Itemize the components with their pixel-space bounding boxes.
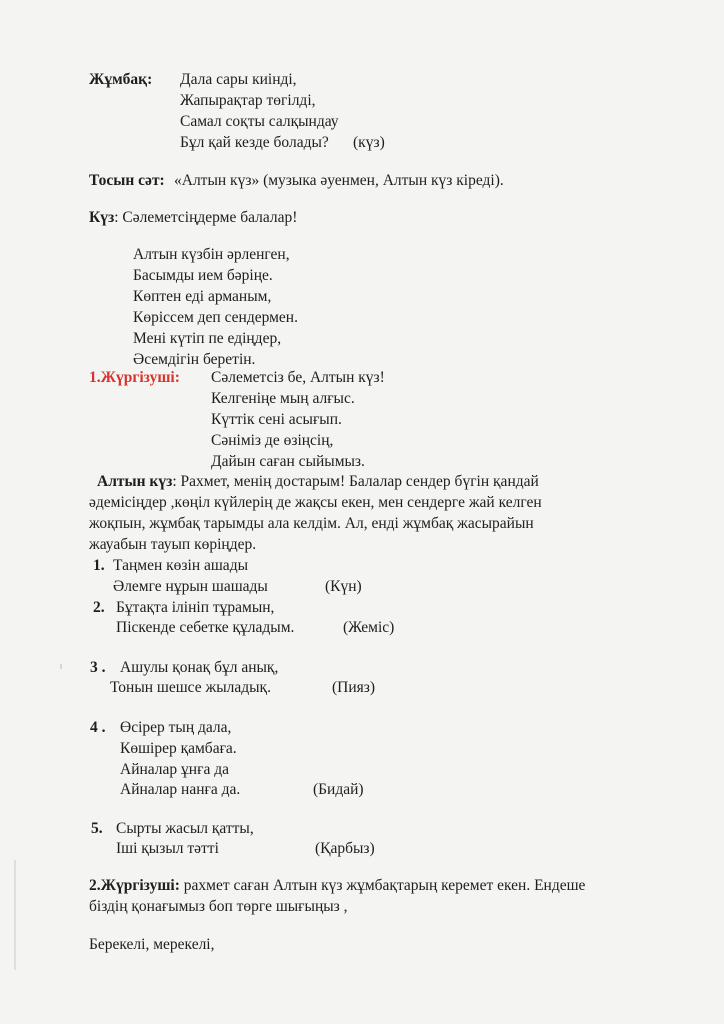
host2-line: біздің қонағымыз боп төрге шығыңыз , [89, 898, 348, 915]
riddle-answer: (Бидай) [313, 781, 364, 798]
scan-dot [60, 664, 62, 669]
riddle-number: 5. [91, 820, 103, 837]
host2-line: рахмет саған Алтын күз жұмбақтарың керемет екен. Ендеше [179, 877, 586, 894]
surprise-label: Тосын сәт: [89, 172, 165, 189]
riddle-line: Бұтақта ілініп тұрамын, [116, 599, 275, 616]
poem-line: Көріссем деп сендермен. [133, 309, 298, 326]
riddle-line: Көшірер қамбаға. [120, 740, 237, 757]
host1-line: Дайын саған сыйымыз. [211, 453, 365, 470]
riddle-line: Таңмен көзін ашады [113, 557, 248, 574]
riddle-line: Самал соқты салқындау [180, 113, 339, 130]
riddle-line: Тонын шешсе жыладық. [110, 679, 271, 696]
golden-autumn-line: : Рахмет, менің достарым! Балалар сендер бүгін қандай [172, 473, 539, 490]
riddle-line: Өсірер тың дала, [120, 719, 232, 736]
golden-autumn-label: Алтын күз [97, 473, 173, 490]
riddle-number: 4 . [90, 719, 106, 736]
riddle-line: Піскенде себетке құладым. [116, 619, 295, 636]
riddle-answer: (Күн) [325, 578, 362, 595]
riddle-number: 3 . [90, 659, 106, 676]
scan-edge-mark [14, 860, 16, 970]
riddle-answer: (Жеміс) [343, 619, 395, 636]
host1-label: 1.Жүргізуші: [89, 369, 180, 386]
host2-speech [89, 876, 585, 896]
riddle-line: Айналар нанға да. [120, 781, 241, 798]
autumn-greeting-text: : Сәлеметсіңдерме балалар! [114, 209, 298, 226]
riddle-number: 2. [93, 599, 105, 616]
poem-line: Алтын күзбін әрленген, [133, 246, 290, 263]
riddle-line: Дала сары киінді, [180, 71, 297, 88]
host2-label: 2.Жүргізуші: [89, 877, 180, 894]
surprise-text: «Алтын күз» (музыка әуенмен, Алтын күз кіреді). [174, 172, 504, 189]
golden-autumn-line: әдемісіңдер ,көңіл күйлерің де жақсы екен, мен сендерге жай келген [89, 494, 542, 511]
riddle-label: Жұмбақ: [89, 71, 153, 88]
riddle-line: Айналар ұнға да [120, 761, 229, 778]
riddle-line: Сырты жасыл қатты, [116, 820, 254, 837]
host1-line: Сәніміз де өзіңсің, [211, 432, 334, 449]
riddle-line: Іші қызыл тәтті [116, 840, 219, 857]
riddle-line: Әлемге нұрын шашады [113, 578, 268, 595]
poem-line: Әсемдігін беретін. [133, 351, 256, 368]
riddle-answer: (Қарбыз) [315, 840, 375, 857]
poem-line: Көптен еді арманым, [133, 288, 272, 305]
riddle-line: Ашулы қонақ бұл анық, [120, 659, 279, 676]
poem-line: Басымды ием бәріңе. [133, 267, 273, 284]
riddle-line: Бұл қай кезде болады? [180, 134, 329, 151]
closing-line: Берекелі, мерекелі, [89, 936, 215, 953]
poem-line: Мені күтіп пе едіңдер, [133, 330, 282, 347]
riddle-line: Жапырақтар төгілді, [180, 92, 316, 109]
host1-line: Келгеніңе мың алғыс. [211, 390, 355, 407]
riddle-answer: (Пияз) [332, 679, 376, 696]
riddle-number: 1. [93, 557, 105, 574]
autumn-greeting [89, 208, 297, 228]
autumn-label: Күз [89, 209, 115, 226]
golden-autumn-speech [97, 472, 539, 492]
golden-autumn-line: жауабын тауып көріңдер. [89, 536, 257, 553]
host1-line: Сәлеметсіз бе, Алтын күз! [211, 369, 385, 386]
host1-line: Күттік сені асығып. [211, 411, 342, 428]
golden-autumn-line: жоқпын, жұмбақ тарымды ала келдім. Ал, енді жұмбақ жасырайын [89, 515, 534, 532]
riddle-answer: (күз) [353, 134, 385, 151]
